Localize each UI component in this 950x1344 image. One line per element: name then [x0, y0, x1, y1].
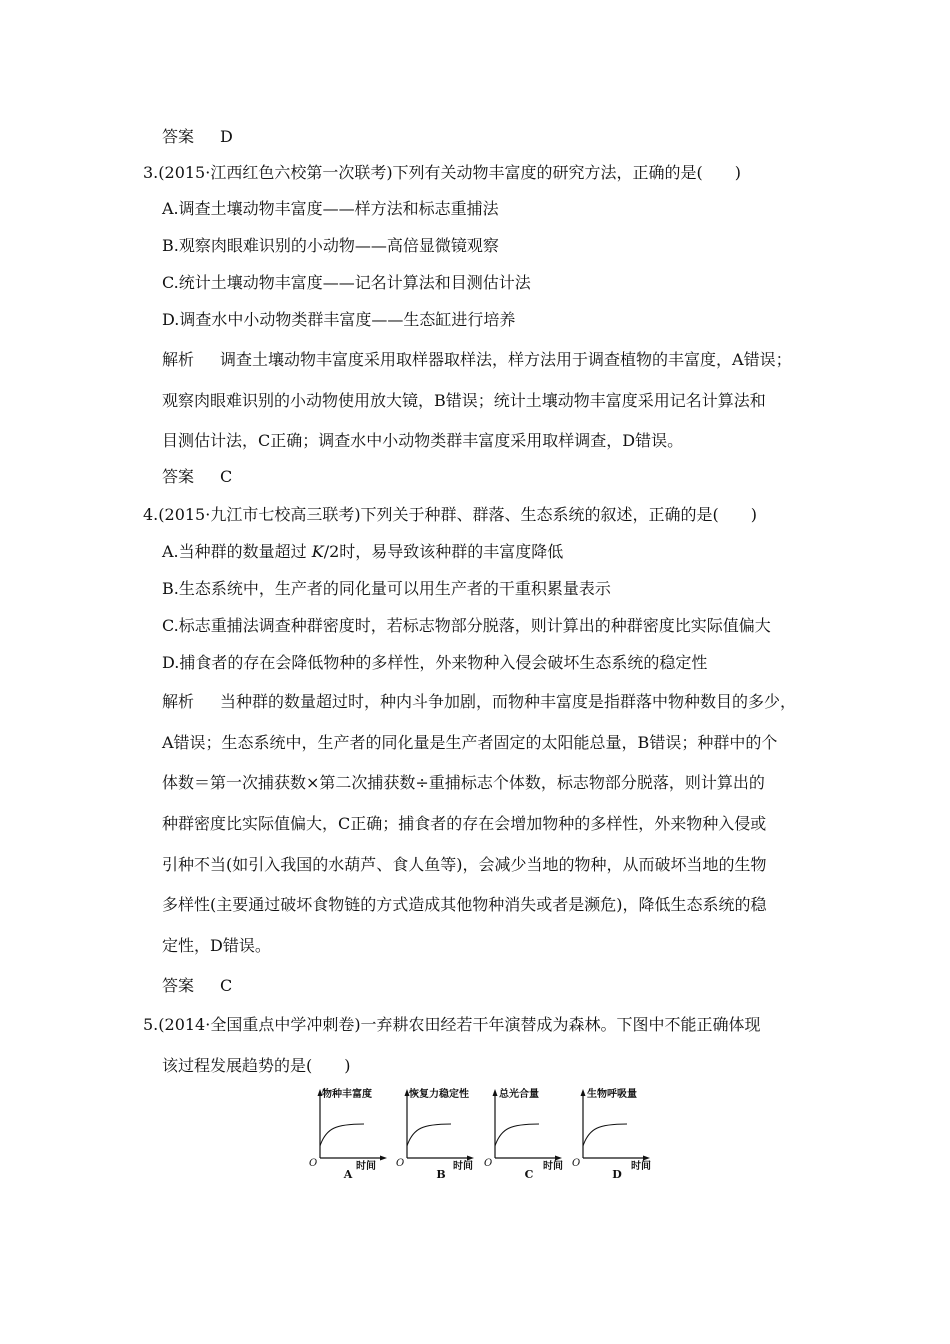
question-4-analysis-line-5: 引种不当(如引入我国的水葫芦、食人鱼等)，会减少当地的物种，从而破坏当地的生物 — [162, 855, 767, 874]
y-axis-arrow — [581, 1089, 586, 1096]
graph-letter: D — [612, 1168, 622, 1181]
question-5-stem-line-2: 该过程发展趋势的是( ) — [162, 1056, 351, 1075]
graph-a — [308, 1084, 390, 1184]
y-axis-arrow — [493, 1089, 498, 1096]
question-3-option-a: A.调查土壤动物丰富度——样方法和标志重捕法 — [162, 199, 499, 218]
graph-c — [483, 1084, 569, 1184]
graph-letter: C — [524, 1168, 534, 1181]
option-text: /2时，易导致该种群的丰富度降低 — [323, 542, 564, 561]
question-4-option-d: D.捕食者的存在会降低物种的多样性，外来物种入侵会破坏生态系统的稳定性 — [162, 653, 708, 672]
question-4-option-b: B.生态系统中，生产者的同化量可以用生产者的干重积累量表示 — [162, 579, 611, 598]
answer-label: 答案 — [162, 127, 195, 146]
question-5-stem-line-1: 5.(2014·全国重点中学冲刺卷)一弃耕农田经若干年演替成为森林。下图中不能正确体现 — [143, 1015, 761, 1034]
origin-label: O — [484, 1158, 493, 1169]
origin-label: O — [309, 1158, 318, 1169]
graph-c-svg — [483, 1084, 569, 1184]
question-3-option-c: C.统计土壤动物丰富度——记名计算法和目测估计法 — [162, 273, 531, 292]
y-axis-label: 生物呼吸量 — [587, 1089, 637, 1100]
question-4-option-c: C.标志重捕法调查种群密度时，若标志物部分脱落，则计算出的种群密度比实际值偏大 — [162, 616, 771, 635]
question-4-stem: 4.(2015·九江市七校高三联考)下列关于种群、群落、生态系统的叙述，正确的是( ) — [143, 505, 758, 524]
x-axis-arrow — [380, 1156, 387, 1161]
graph-d — [571, 1084, 659, 1184]
y-axis-label: 恢复力稳定性 — [409, 1089, 469, 1100]
answer-value: C — [220, 467, 233, 486]
answer-line — [162, 466, 232, 488]
option-italic-k: K — [311, 542, 324, 561]
question-4-analysis-line-2: A错误；生态系统中，生产者的同化量是生产者固定的太阳能总量，B错误；种群中的个 — [162, 733, 778, 752]
y-axis-label: 总光合量 — [499, 1089, 539, 1100]
x-axis-label: 时间 — [453, 1161, 473, 1172]
graph-d-svg — [571, 1084, 659, 1184]
question-3-option-d: D.调查水中小动物类群丰富度——生态缸进行培养 — [162, 310, 516, 329]
option-text: A.当种群的数量超过 — [162, 542, 312, 561]
question-3-analysis-line-3: 目测估计法，C正确；调查水中小动物类群丰富度采用取样调查，D错误。 — [162, 431, 684, 450]
answer-value: C — [220, 976, 233, 995]
graph-a-svg — [308, 1084, 390, 1184]
trend-curve — [407, 1124, 451, 1146]
x-axis-label: 时间 — [631, 1161, 651, 1172]
question-4-option-a — [162, 541, 563, 563]
question-3-analysis-line-1 — [162, 349, 792, 371]
analysis-text: 调查土壤动物丰富度采用取样器取样法，样方法用于调查植物的丰富度，A错误； — [220, 350, 792, 369]
analysis-text: 当种群的数量超过时，种内斗争加剧，而物种丰富度是指群落中物种数目的多少， — [220, 692, 797, 711]
trend-curve — [320, 1124, 364, 1146]
question-4-analysis-line-7: 定性，D错误。 — [162, 936, 271, 955]
x-axis-label: 时间 — [356, 1161, 376, 1172]
answer-label: 答案 — [162, 976, 195, 995]
x-axis-label: 时间 — [543, 1161, 563, 1172]
trend-curve — [495, 1124, 539, 1146]
graph-b-svg — [395, 1084, 483, 1184]
answer-line — [162, 126, 233, 148]
graph-letter: B — [436, 1168, 446, 1181]
question-3-stem: 3.(2015·江西红色六校第一次联考)下列有关动物丰富度的研究方法，正确的是( ) — [143, 163, 742, 182]
question-4-analysis-line-4: 种群密度比实际值偏大，C正确；捕食者的存在会增加物种的多样性，外来物种入侵或 — [162, 814, 767, 833]
answer-value: D — [220, 127, 233, 146]
graph-b — [395, 1084, 483, 1184]
analysis-label: 解析 — [162, 350, 195, 369]
x-axis-arrow — [555, 1156, 562, 1161]
x-axis-arrow — [643, 1156, 650, 1161]
question-3-option-b: B.观察肉眼难识别的小动物——高倍显微镜观察 — [162, 236, 499, 255]
y-axis-label: 物种丰富度 — [322, 1089, 372, 1100]
trend-curve — [583, 1124, 627, 1146]
question-3-analysis-line-2: 观察肉眼难识别的小动物使用放大镜，B错误；统计土壤动物丰富度采用记名计算法和 — [162, 391, 766, 410]
x-axis-arrow — [467, 1156, 474, 1161]
graph-letter: A — [343, 1168, 353, 1181]
origin-label: O — [572, 1158, 581, 1169]
origin-label: O — [396, 1158, 405, 1169]
answer-label: 答案 — [162, 467, 195, 486]
analysis-label: 解析 — [162, 692, 195, 711]
question-4-analysis-line-3: 体数＝第一次捕获数×第二次捕获数÷重捕标志个体数，标志物部分脱落，则计算出的 — [162, 773, 765, 792]
question-4-analysis-line-1 — [162, 691, 796, 713]
question-4-analysis-line-6: 多样性(主要通过破坏食物链的方式造成其他物种消失或者是濒危)，降低生态系统的稳 — [162, 895, 767, 914]
answer-line — [162, 975, 232, 997]
